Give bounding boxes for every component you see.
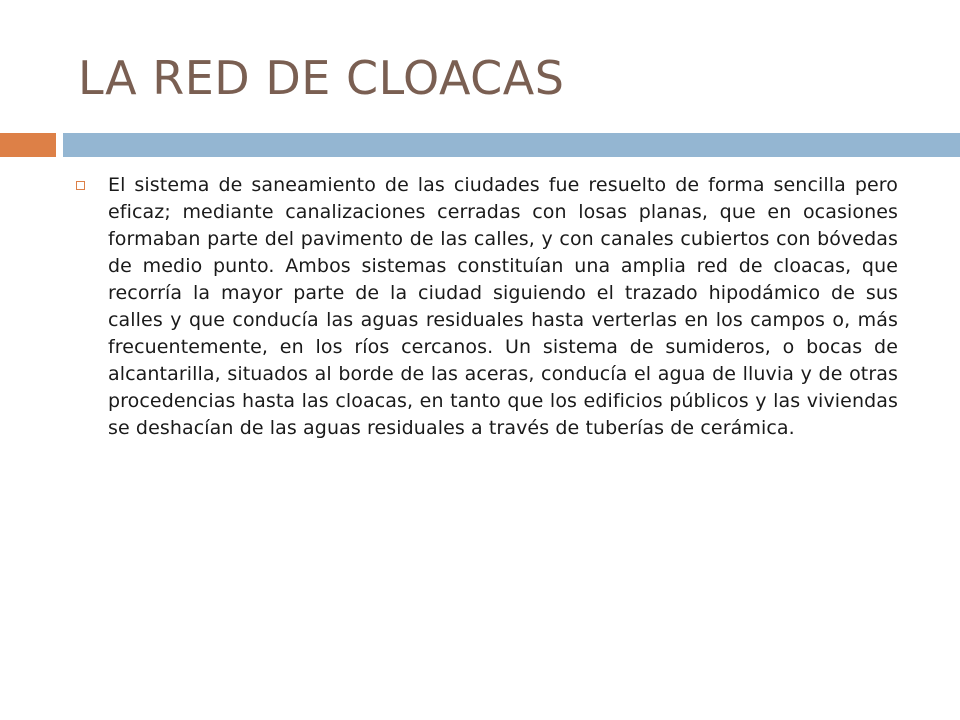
title-rule-bar — [63, 133, 960, 157]
content-area — [76, 172, 916, 442]
square-bullet-icon — [76, 181, 85, 190]
bullet-item — [76, 172, 916, 442]
bullet-text: El sistema de saneamiento de las ciudades fue resuelto de forma sencilla pero eficaz; mediante canalizaciones cerradas con losas planas, que en ocasiones formaban parte del pavimento de las calles, y con canales cubiertos con bóvedas de medio punto. Ambos sistemas constituían una amplia red de cloacas, que recorría la mayor parte de la ciudad siguiendo el trazado hipodámico de sus calles y que conducía las aguas residuales hasta verterlas en los campos o, más frecuentemente, en los ríos cercanos. Un sistema de sumideros, o bocas de alcantarilla, situados al borde de las aceras, conducía el agua de lluvia y de otras procedencias hasta las cloacas, en tanto que los edificios públicos y las viviendas se deshacían de las aguas residuales a través de tuberías de cerámica. — [108, 174, 898, 439]
slide-title: LA RED DE CLOACAS — [78, 51, 565, 105]
title-rule-accent — [0, 133, 56, 157]
